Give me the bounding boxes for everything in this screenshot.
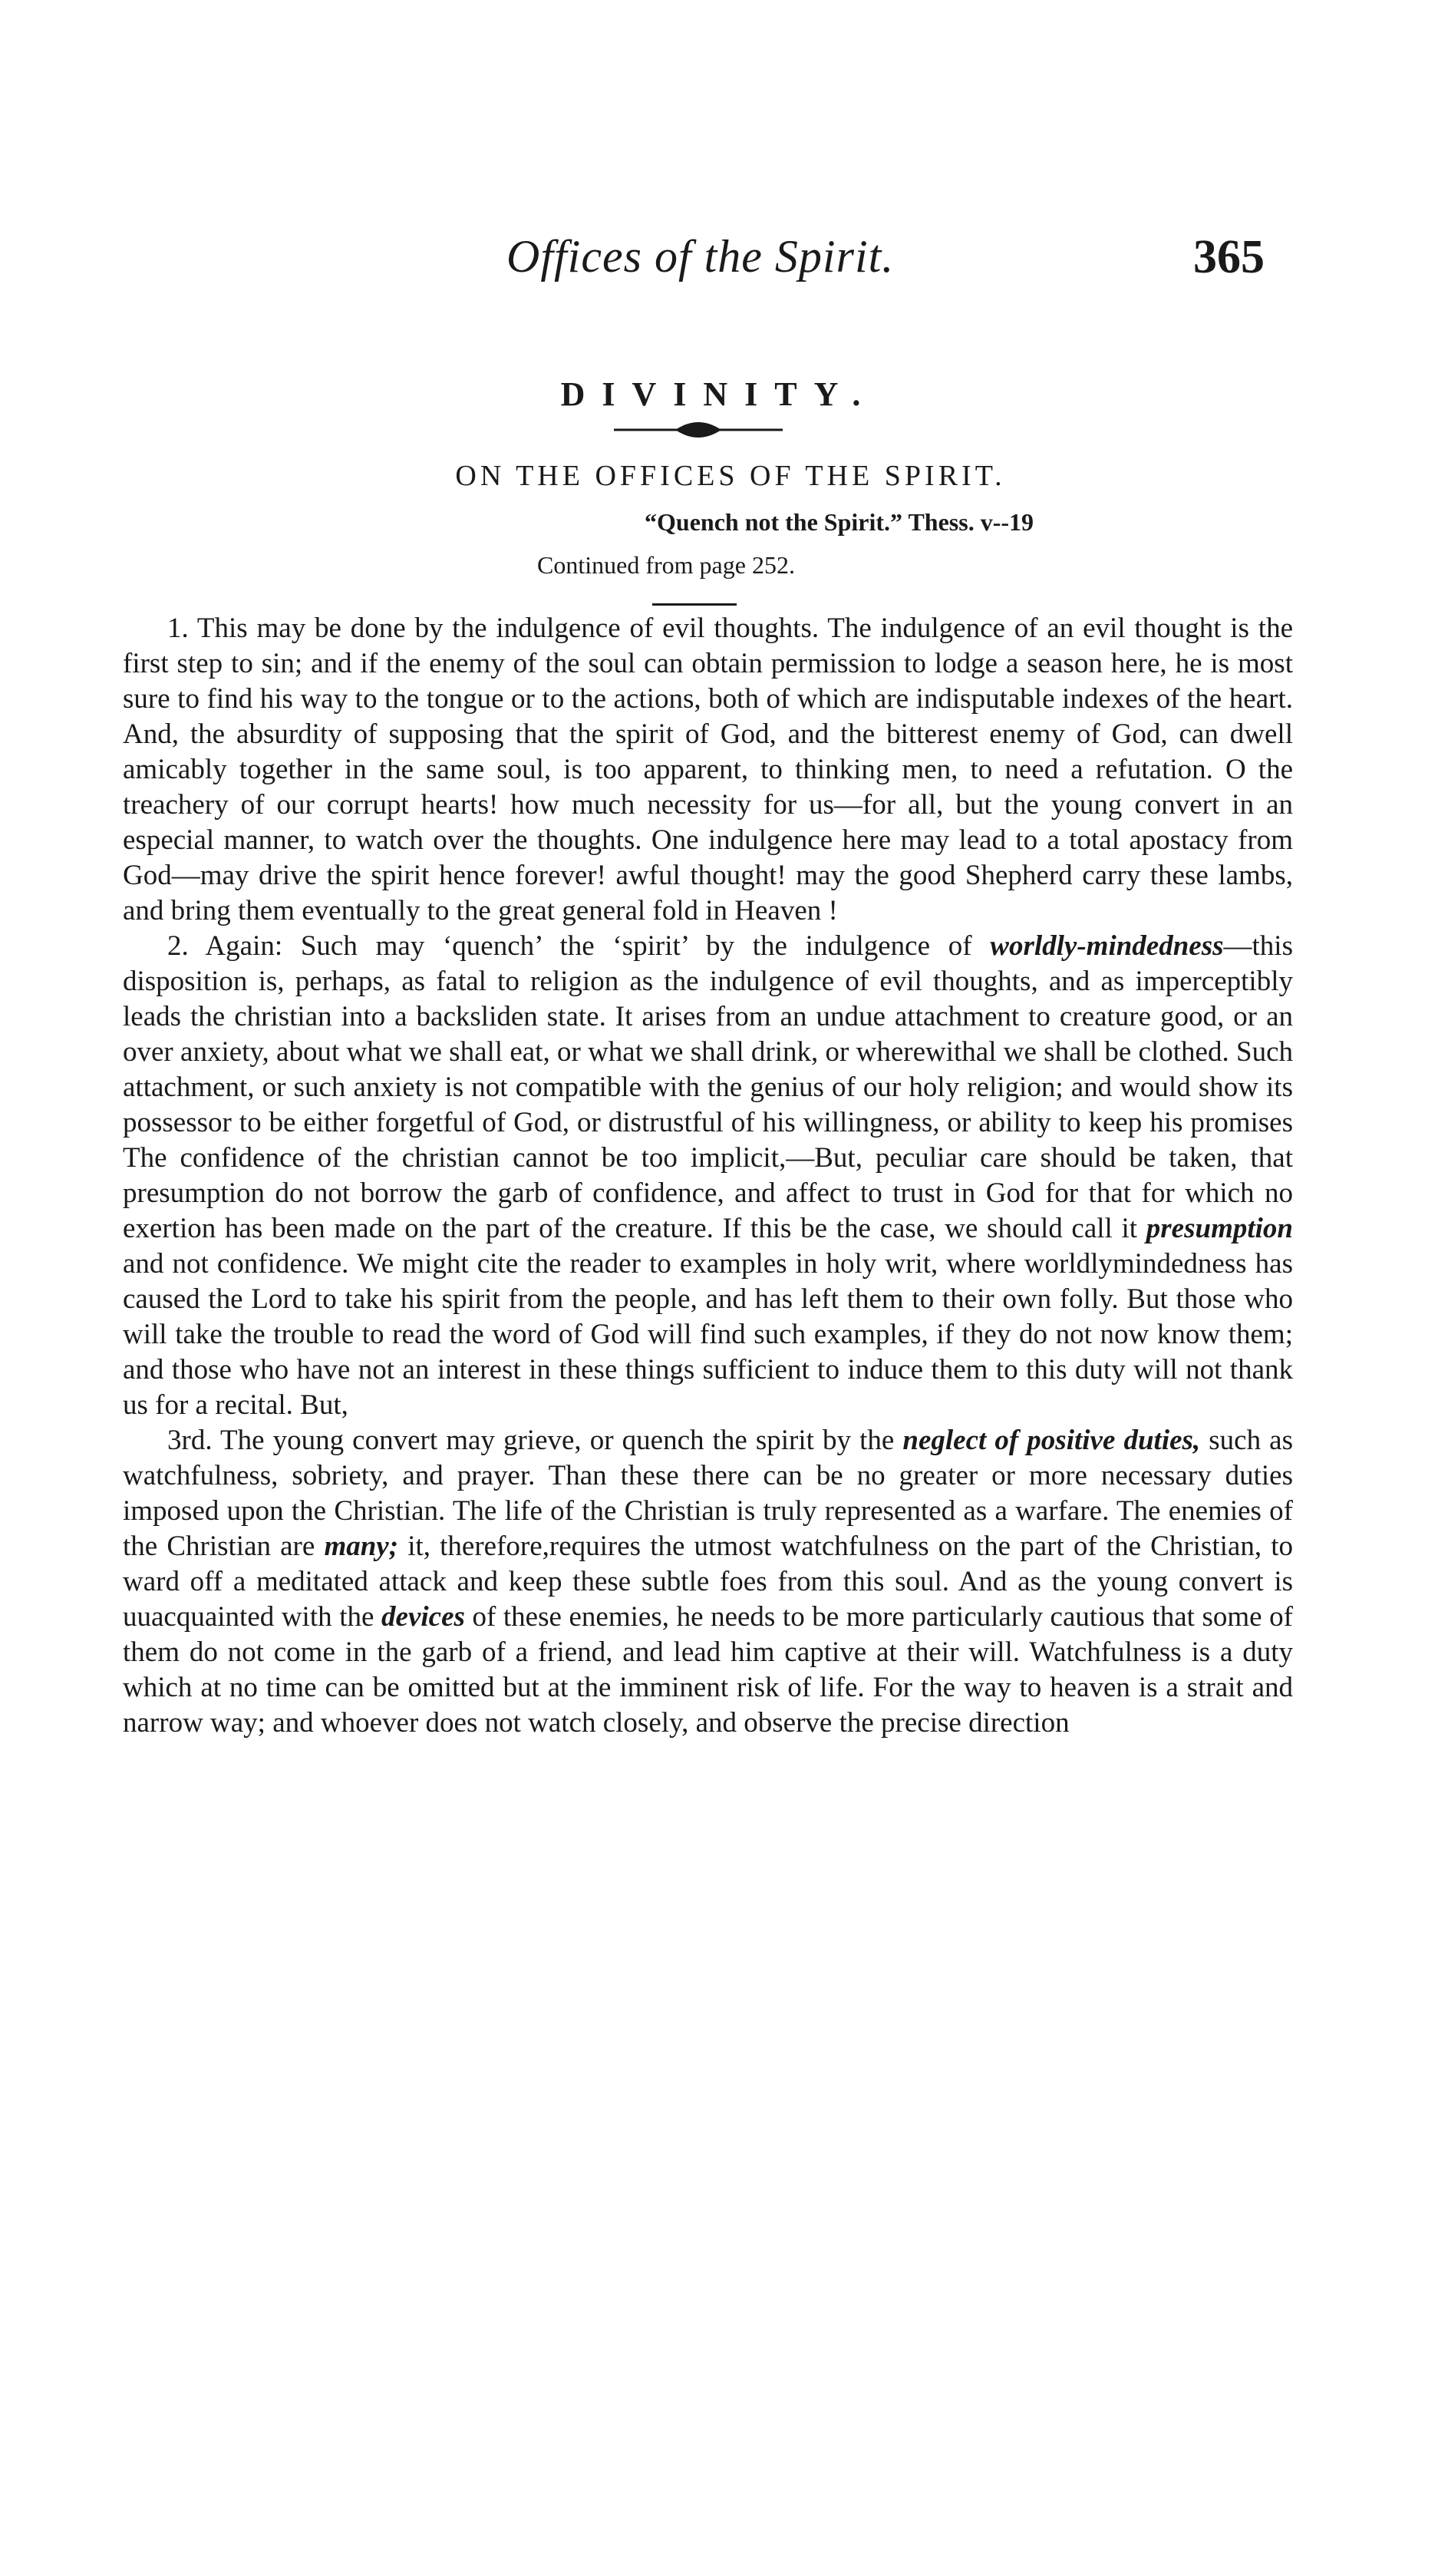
- paragraph-1: [123, 611, 1293, 929]
- article-title: ON THE OFFICES OF THE SPIRIT.: [455, 460, 1006, 492]
- paragraph-2: [123, 929, 1293, 1423]
- paragraph-text: of these enemies, he needs to be more particularly cautious that some of them do not come in the garb of a friend, and lead him captive at their will. Watchfulness is a duty which at no time can be omitted but at the imminent risk of life. For the way to heaven is a strait and narrow way; and whoever does not watch closely, and observe the precise direction: [123, 1601, 1294, 1739]
- section-title: DIVINITY.: [560, 375, 878, 413]
- paragraph-text: 2. Again: Such may ‘quench’ the ‘spirit’ by the indulgence of: [167, 930, 991, 962]
- continuation-note: Continued from page 252.: [537, 551, 795, 579]
- article-body: [123, 611, 1293, 1741]
- divider-rule: [652, 603, 737, 606]
- emphasis-text: worldly-mindedness: [990, 930, 1224, 962]
- paragraph-text: and not confidence. We might cite the reader to examples in holy writ, where worldlymindedness has caused the Lord to take his spirit from the people, and has left them to their own folly. But those who will take the trouble to read the word of God will find such examples, if they do not now know them; and those who have not an interest in these things sufficient to induce them to this duty will not thank us for a recital. But,: [123, 1248, 1293, 1421]
- emphasis-text: devices: [381, 1601, 465, 1633]
- paragraph-text: 3rd. The young convert may grieve, or quench the spirit by the: [167, 1425, 903, 1456]
- paragraph-text: 1. This may be done by the indulgence of evil thoughts. The indulgence of an evil thought is the first step to sin; and if the enemy of the soul can obtain permission to lodge a season here, he is most sure to find his way to the tongue or to the actions, both of which are indisputable indexes of the heart. And, the absurdity of supposing that the spirit of God, and the bitterest enemy of God, can dwell amicably together in the same soul, is too apparent, to thinking men, to need a refutation. O the treachery of our corrupt hearts! how much necessity for us—for all, but the young convert in an especial manner, to watch over the thoughts. One indulgence here may lead to a total apostacy from God—may drive the spirit hence forever! awful thought! may the good Shepherd carry these lambs, and bring them eventually to the great general fold in Heaven !: [123, 613, 1293, 926]
- emphasis-text: many;: [324, 1531, 399, 1562]
- emphasis-text: neglect of positive duties,: [902, 1425, 1201, 1456]
- paragraph-text: —this disposition is, perhaps, as fatal to religion as the indulgence of evil thoughts, and as imperceptibly leads the christian into a backsliden state. It arises from an undue attachment to creature good, or an over anxiety, about what we shall eat, or what we shall drink, or wherewithal we shall be clothed. Such attachment, or such anxiety is not compatible with the genius of our holy religion; and would show its possessor to be either forgetful of God, or distrustful of his willingness, or ability to keep his promises The confidence of the christian cannot be too implicit,—But, peculiar care should be taken, that presumption do not borrow the garb of confidence, and affect to trust in God for that for which no exertion has been made on the part of the creature. If this be the case, we should call it: [123, 930, 1293, 1244]
- epigraph: “Quench not the Spirit.” Thess. v--19: [645, 508, 1034, 536]
- paragraph-3: [123, 1423, 1293, 1741]
- paragraph-text: such as watchfulness, sobriety, and prayer. Than these there can be no greater or more necessary duties imposed upon the Christian. The life of the Christian is truly represented as a warfare. The enemies of the Christian are: [123, 1425, 1293, 1562]
- page-number: 365: [1193, 231, 1265, 283]
- paragraph-text: it, therefore,requires the utmost watchfulness on the part of the Christian, to ward off a meditated attack and keep these subtle foes from this soul. And as the young convert is uuacquainted with the: [123, 1531, 1293, 1633]
- emphasis-text: presumption: [1146, 1213, 1293, 1244]
- flourish-rule-icon: [606, 414, 790, 445]
- running-title: Offices of the Spirit.: [506, 231, 895, 282]
